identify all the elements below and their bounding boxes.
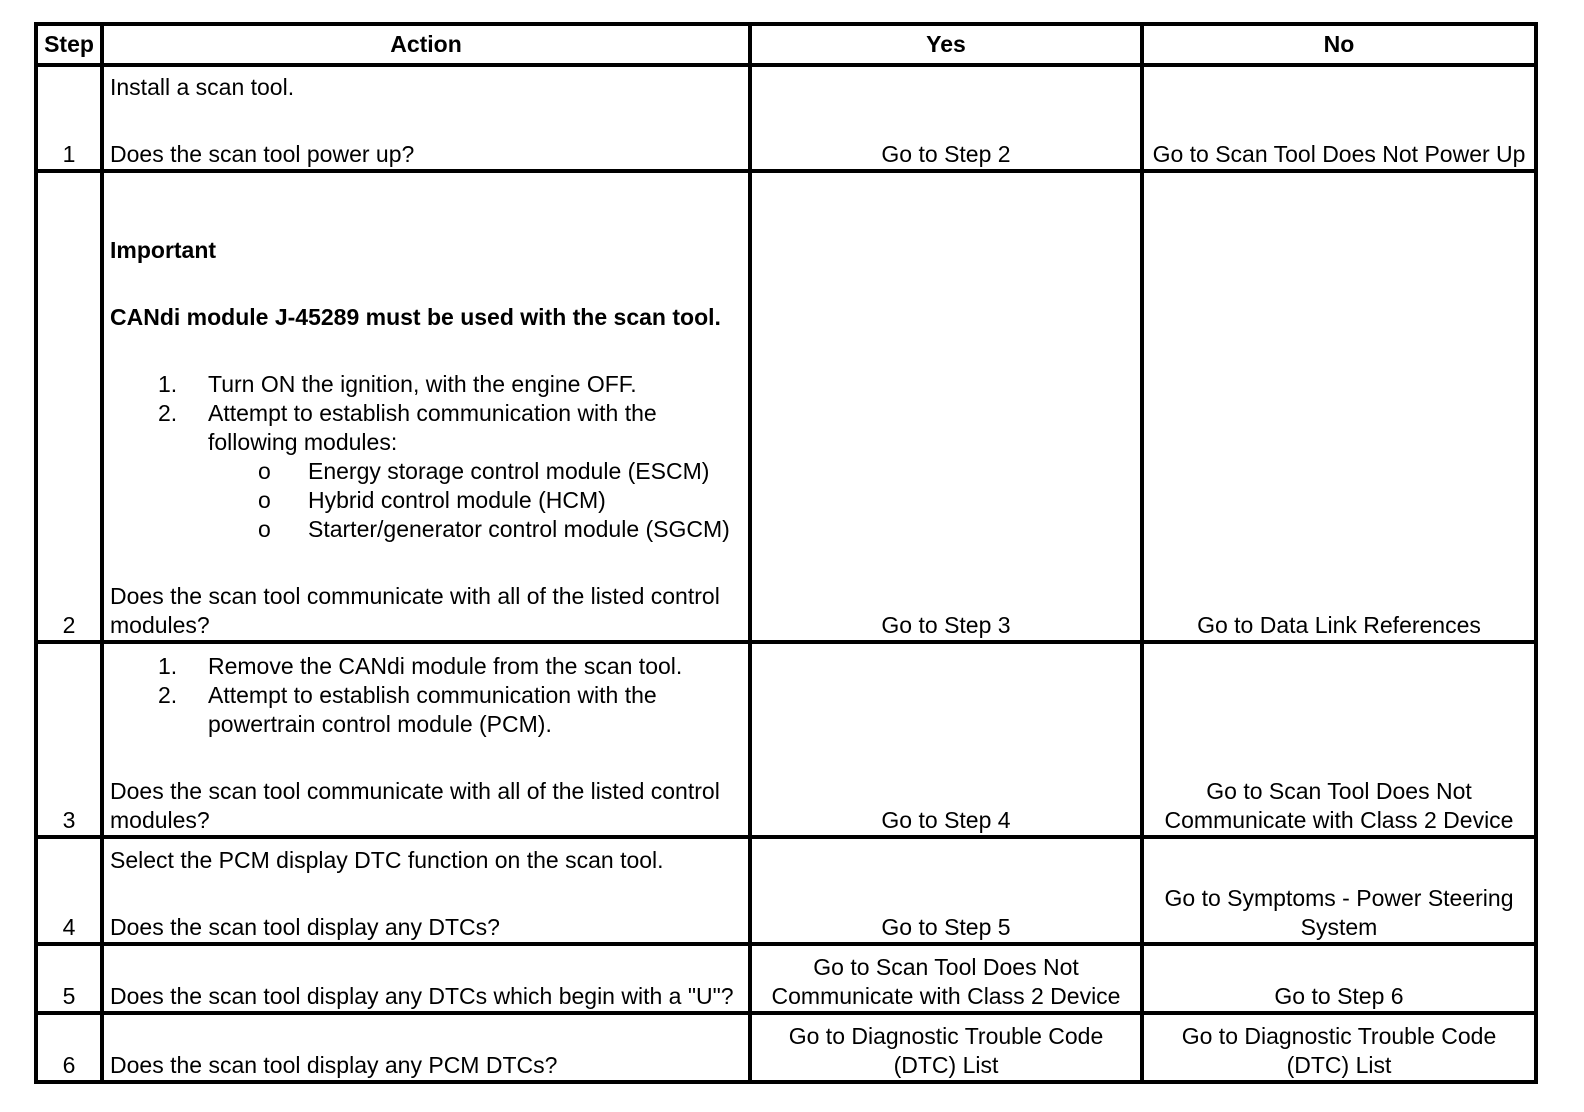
procedure-list <box>110 652 742 739</box>
action-cell <box>102 944 750 1013</box>
important-note: CANdi module J-45289 must be used with the scan tool. <box>110 304 721 331</box>
list-item <box>110 370 742 399</box>
yes-cell: Go to Step 5 <box>750 837 1142 944</box>
step-number: 1 <box>36 65 102 171</box>
action-cell <box>102 642 750 836</box>
module-list <box>208 457 742 544</box>
list-text: Attempt to establish communication with the following modules: <box>208 400 657 456</box>
no-cell: Go to Scan Tool Does Not Power Up <box>1142 65 1536 171</box>
header-row <box>36 24 1536 65</box>
no-cell: Go to Symptoms - Power Steering System <box>1142 837 1536 944</box>
action-cell <box>102 1013 750 1082</box>
yes-cell: Go to Step 3 <box>750 171 1142 642</box>
header-no: No <box>1142 24 1536 65</box>
bullet-icon: o <box>258 516 271 543</box>
table-row <box>36 1013 1536 1082</box>
list-number: 2. <box>158 400 178 427</box>
action-cell <box>102 837 750 944</box>
yes-cell: Go to Step 2 <box>750 65 1142 171</box>
diagnostic-table <box>34 22 1538 1084</box>
step-number: 4 <box>36 837 102 944</box>
question-text: Does the scan tool communicate with all of the listed control modules? <box>110 777 720 833</box>
list-number: 1. <box>158 371 178 398</box>
question-text: Does the scan tool power up? <box>110 141 415 168</box>
sub-item-text: Hybrid control module (HCM) <box>308 487 606 514</box>
table-row <box>36 171 1536 642</box>
table-row <box>36 837 1536 944</box>
list-text: Turn ON the ignition, with the engine OFF. <box>208 371 637 398</box>
action-cell <box>102 65 750 171</box>
table-row <box>36 944 1536 1013</box>
step-number: 2 <box>36 171 102 642</box>
list-item <box>110 681 742 739</box>
list-item <box>110 652 742 681</box>
yes-cell: Go to Step 4 <box>750 642 1142 836</box>
list-number: 1. <box>158 652 178 679</box>
list-number: 2. <box>158 681 178 708</box>
sub-item-text: Energy storage control module (ESCM) <box>308 458 710 485</box>
question-text: Does the scan tool display any DTCs? <box>110 913 500 940</box>
sub-item-text: Starter/generator control module (SGCM) <box>308 516 730 543</box>
list-text: Attempt to establish communication with the powertrain control module (PCM). <box>208 681 657 737</box>
action-text: Select the PCM display DTC function on the scan tool. <box>110 846 664 873</box>
important-label: Important <box>110 237 217 264</box>
action-cell <box>102 171 750 642</box>
header-action: Action <box>102 24 750 65</box>
action-text: Install a scan tool. <box>110 74 295 101</box>
no-cell: Go to Scan Tool Does Not Communicate with Class 2 Device <box>1142 642 1536 836</box>
yes-cell: Go to Diagnostic Trouble Code (DTC) List <box>750 1013 1142 1082</box>
bullet-icon: o <box>258 487 271 514</box>
sub-item <box>208 515 742 544</box>
sub-item <box>208 486 742 515</box>
list-text: Remove the CANdi module from the scan tool. <box>208 652 683 679</box>
list-item <box>110 399 742 544</box>
bullet-icon: o <box>258 458 271 485</box>
header-yes: Yes <box>750 24 1142 65</box>
question-text: Does the scan tool display any PCM DTCs? <box>110 1052 558 1078</box>
sub-item <box>208 457 742 486</box>
question-text: Does the scan tool display any DTCs which begin with a "U"? <box>110 982 734 1009</box>
yes-cell: Go to Scan Tool Does Not Communicate with Class 2 Device <box>750 944 1142 1013</box>
step-number: 3 <box>36 642 102 836</box>
question-text: Does the scan tool communicate with all of the listed control modules? <box>110 583 720 639</box>
no-cell: Go to Diagnostic Trouble Code (DTC) List <box>1142 1013 1536 1082</box>
table-row <box>36 65 1536 171</box>
no-cell: Go to Step 6 <box>1142 944 1536 1013</box>
table-row <box>36 642 1536 836</box>
step-number: 6 <box>36 1013 102 1082</box>
step-number: 5 <box>36 944 102 1013</box>
header-step: Step <box>36 24 102 65</box>
no-cell: Go to Data Link References <box>1142 171 1536 642</box>
procedure-list <box>110 370 742 544</box>
